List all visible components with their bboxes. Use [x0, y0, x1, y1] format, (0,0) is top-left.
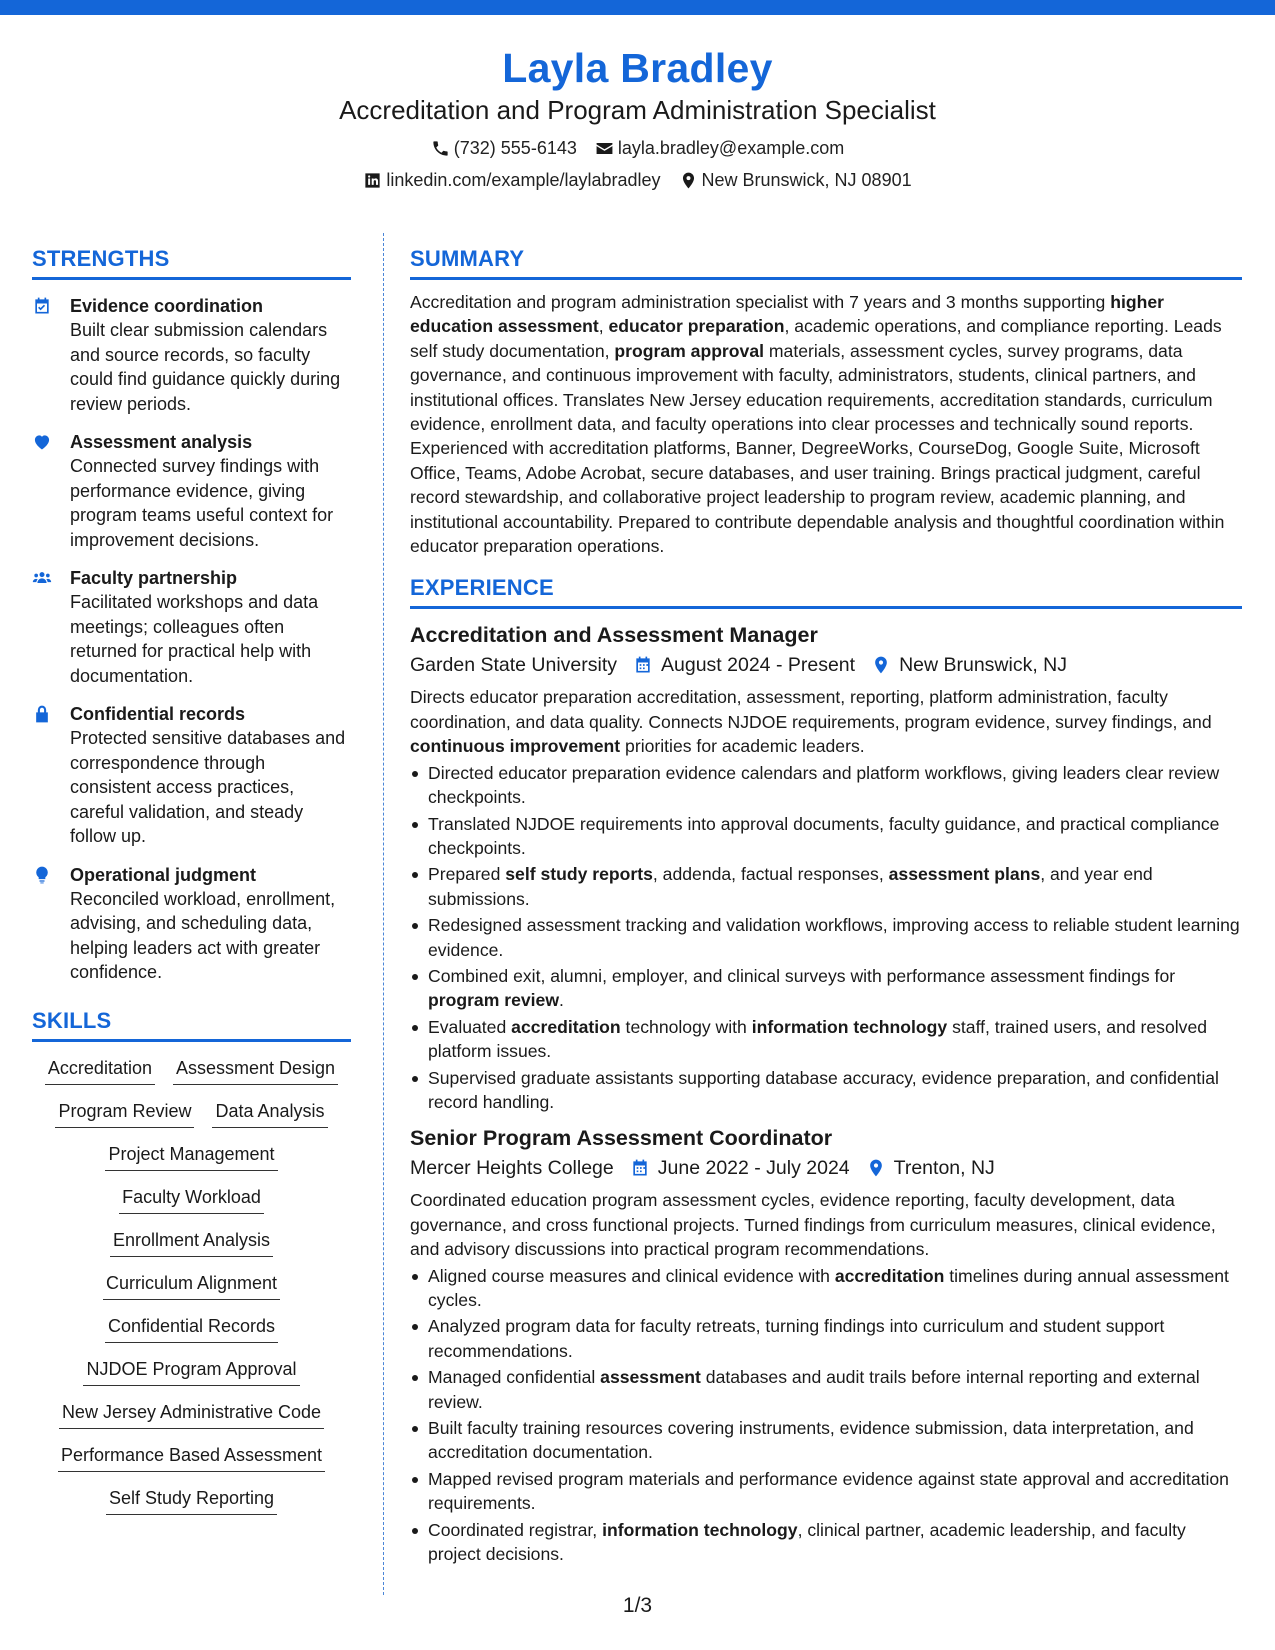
bullet-item: Coordinated registrar, information technology, clinical partner, academic leadership, and faculty project decisions.	[410, 1518, 1242, 1567]
calendar-icon	[630, 1158, 650, 1178]
skills-row	[58, 1443, 325, 1472]
skills-row	[55, 1099, 327, 1128]
map-pin-icon	[679, 171, 698, 190]
job-title: Senior Program Assessment Coordinator	[410, 1126, 833, 1151]
left-column	[32, 245, 351, 1529]
resume-header	[0, 42, 1275, 192]
strength-item	[32, 430, 351, 552]
bullet-item: Managed confidential assessment databases and audit trails before internal reporting and external review.	[410, 1365, 1242, 1414]
skills-row	[110, 1228, 273, 1257]
strength-desc: Facilitated workshops and data meetings; colleagues often returned for practical help with documentation.	[70, 592, 319, 686]
lightbulb-icon	[32, 865, 52, 885]
skill-tag: Self Study Reporting	[106, 1486, 277, 1515]
contact-location	[679, 168, 912, 192]
skill-tag: Accreditation	[45, 1056, 155, 1085]
calendar-check-icon	[32, 296, 52, 316]
skill-tag: Confidential Records	[105, 1314, 278, 1343]
strength-item	[32, 566, 351, 688]
bullet-item: Aligned course measures and clinical evidence with accreditation timelines during annual assessment cycles.	[410, 1264, 1242, 1313]
summary-text: Accreditation and program administration specialist with 7 years and 3 months supporting higher education assessment, educator preparation, academic operations, and compliance reporting. Leads self study documentation, program approval materials, assessment cycles, survey programs, data governance, and continuous improvement with faculty, administrators, students, clinical partners, and institutional offices. Translates New Jersey education requirements, accreditation standards, curriculum evidence, enrollment data, and faculty operations into clear processes and technically sound reports. Experienced with accreditation platforms, Banner, DegreeWorks, CourseDog, Google Suite, Microsoft Office, Teams, Adobe Acrobat, secure databases, and user training. Brings practical judgment, careful record stewardship, and collaborative project leadership to program review, academic planning, and institutional accountability. Prepared to contribute dependable analysis and thoughtful coordination within educator preparation operations.	[410, 292, 1225, 557]
job-location: Trenton, NJ	[893, 1157, 995, 1180]
bullet-item: Combined exit, alumni, employer, and clinical surveys with performance assessment findings for program review.	[410, 964, 1242, 1013]
email-text: layla.bradley@example.com	[617, 138, 845, 158]
strength-desc: Built clear submission calendars and source records, so faculty could find guidance quickly during review periods.	[70, 320, 341, 414]
job-title: Accreditation and Assessment Manager	[410, 623, 818, 648]
bullet-item: Redesigned assessment tracking and validation workflows, improving access to reliable student learning evidence.	[410, 913, 1242, 962]
envelope-icon	[595, 139, 614, 158]
bullet-item: Supervised graduate assistants supporting database accuracy, evidence preparation, and confidential record handling.	[410, 1066, 1242, 1115]
job-dates: August 2024 - Present	[661, 654, 856, 677]
skills-row	[106, 1486, 277, 1515]
skill-tag: Program Review	[55, 1099, 194, 1128]
strength-desc: Protected sensitive databases and correspondence through consistent access practices, careful validation, and steady follow up.	[70, 728, 346, 846]
bullet-item: Built faculty training resources covering instruments, evidence submission, data interpretation, and accreditation documentation.	[410, 1416, 1242, 1465]
skill-tag: Performance Based Assessment	[58, 1443, 325, 1472]
strength-title: Assessment analysis	[70, 432, 253, 452]
phone-text: (732) 555-6143	[453, 138, 577, 158]
skills-row	[105, 1142, 277, 1171]
strength-title: Faculty partnership	[70, 568, 238, 588]
job-entry	[410, 621, 1242, 1114]
candidate-title: Accreditation and Program Administration Specialist	[339, 95, 936, 125]
phone-icon	[431, 139, 450, 158]
strength-item	[32, 702, 351, 849]
bullet-item: Directed educator preparation evidence calendars and platform workflows, giving leaders clear review checkpoints.	[410, 761, 1242, 810]
skills-row	[83, 1357, 299, 1386]
linkedin-text: linkedin.com/example/laylabradley	[386, 170, 661, 190]
job-location: New Brunswick, NJ	[899, 654, 1068, 677]
strength-item	[32, 863, 351, 985]
strength-desc: Reconciled workload, enrollment, advising, and scheduling data, helping leaders act with greater confidence.	[70, 888, 336, 982]
contact-phone[interactable]	[431, 136, 577, 160]
strength-title: Confidential records	[70, 704, 246, 724]
job-bullets	[410, 761, 1242, 1115]
skills-row	[105, 1314, 278, 1343]
skills-row	[119, 1185, 264, 1214]
job-description: Directs educator preparation accreditation, assessment, reporting, platform administration, faculty coordination, and data quality. Connects NJDOE requirements, program evidence, survey findings, and continuous improvement priorities for academic leaders.	[410, 687, 1212, 757]
job-meta	[410, 1154, 1242, 1182]
contact-email[interactable]	[595, 136, 844, 160]
skills-heading: SKILLS	[32, 1007, 351, 1042]
job-description: Coordinated education program assessment cycles, evidence reporting, faculty development, data governance, and cross functional projects. Turned findings from curriculum measures, clinical evidence, and advisory discussions into practical program recommendations.	[410, 1190, 1216, 1260]
job-dates: June 2022 - July 2024	[657, 1157, 850, 1180]
skill-tag: New Jersey Administrative Code	[59, 1400, 324, 1429]
skills-row	[59, 1400, 324, 1429]
bullet-item: Analyzed program data for faculty retreats, turning findings into curriculum and student support recommendations.	[410, 1314, 1242, 1363]
skill-tag: Curriculum Alignment	[103, 1271, 280, 1300]
skill-tag: NJDOE Program Approval	[83, 1357, 299, 1386]
bullet-item: Mapped revised program materials and performance evidence against state approval and accreditation requirements.	[410, 1467, 1242, 1516]
page-number: 1/3	[622, 1594, 653, 1617]
linkedin-icon	[363, 171, 382, 190]
summary-heading: SUMMARY	[410, 245, 1242, 280]
calendar-icon	[633, 655, 653, 675]
experience-heading: EXPERIENCE	[410, 574, 1242, 609]
bullet-item: Evaluated accreditation technology with information technology staff, trained users, and resolved platform issues.	[410, 1015, 1242, 1064]
candidate-name: Layla Bradley	[502, 45, 773, 91]
skills-row	[103, 1271, 280, 1300]
strength-title: Evidence coordination	[70, 296, 264, 316]
strength-item	[32, 294, 351, 416]
top-accent-bar	[0, 0, 1275, 15]
bullet-item: Translated NJDOE requirements into approval documents, faculty guidance, and practical compliance checkpoints.	[410, 812, 1242, 861]
location-text: New Brunswick, NJ 08901	[701, 170, 912, 190]
job-org: Garden State University	[410, 654, 618, 677]
bullet-item: Prepared self study reports, addenda, factual responses, assessment plans, and year end submissions.	[410, 862, 1242, 911]
map-pin-icon	[866, 1158, 886, 1178]
contact-row-1	[0, 136, 1275, 160]
skill-tag: Faculty Workload	[119, 1185, 264, 1214]
strength-desc: Connected survey findings with performance evidence, giving program teams useful context for improvement decisions.	[70, 456, 334, 550]
job-bullets	[410, 1264, 1242, 1567]
users-icon	[32, 568, 52, 588]
skill-tag: Assessment Design	[173, 1056, 338, 1085]
job-org: Mercer Heights College	[410, 1157, 614, 1180]
column-divider	[383, 233, 384, 1595]
skill-tag: Data Analysis	[212, 1099, 327, 1128]
skill-tag: Project Management	[105, 1142, 277, 1171]
heart-icon	[32, 432, 52, 452]
contact-row-2	[0, 168, 1275, 192]
right-column	[410, 245, 1242, 1568]
contact-linkedin[interactable]	[363, 168, 660, 192]
strength-title: Operational judgment	[70, 864, 257, 885]
skills-row	[45, 1056, 338, 1085]
strengths-heading: STRENGTHS	[32, 245, 351, 280]
job-meta	[410, 651, 1242, 679]
skill-tag: Enrollment Analysis	[110, 1228, 273, 1257]
skills-list	[32, 1056, 351, 1529]
map-pin-icon	[871, 655, 891, 675]
job-entry	[410, 1124, 1242, 1566]
lock-icon	[32, 704, 52, 724]
